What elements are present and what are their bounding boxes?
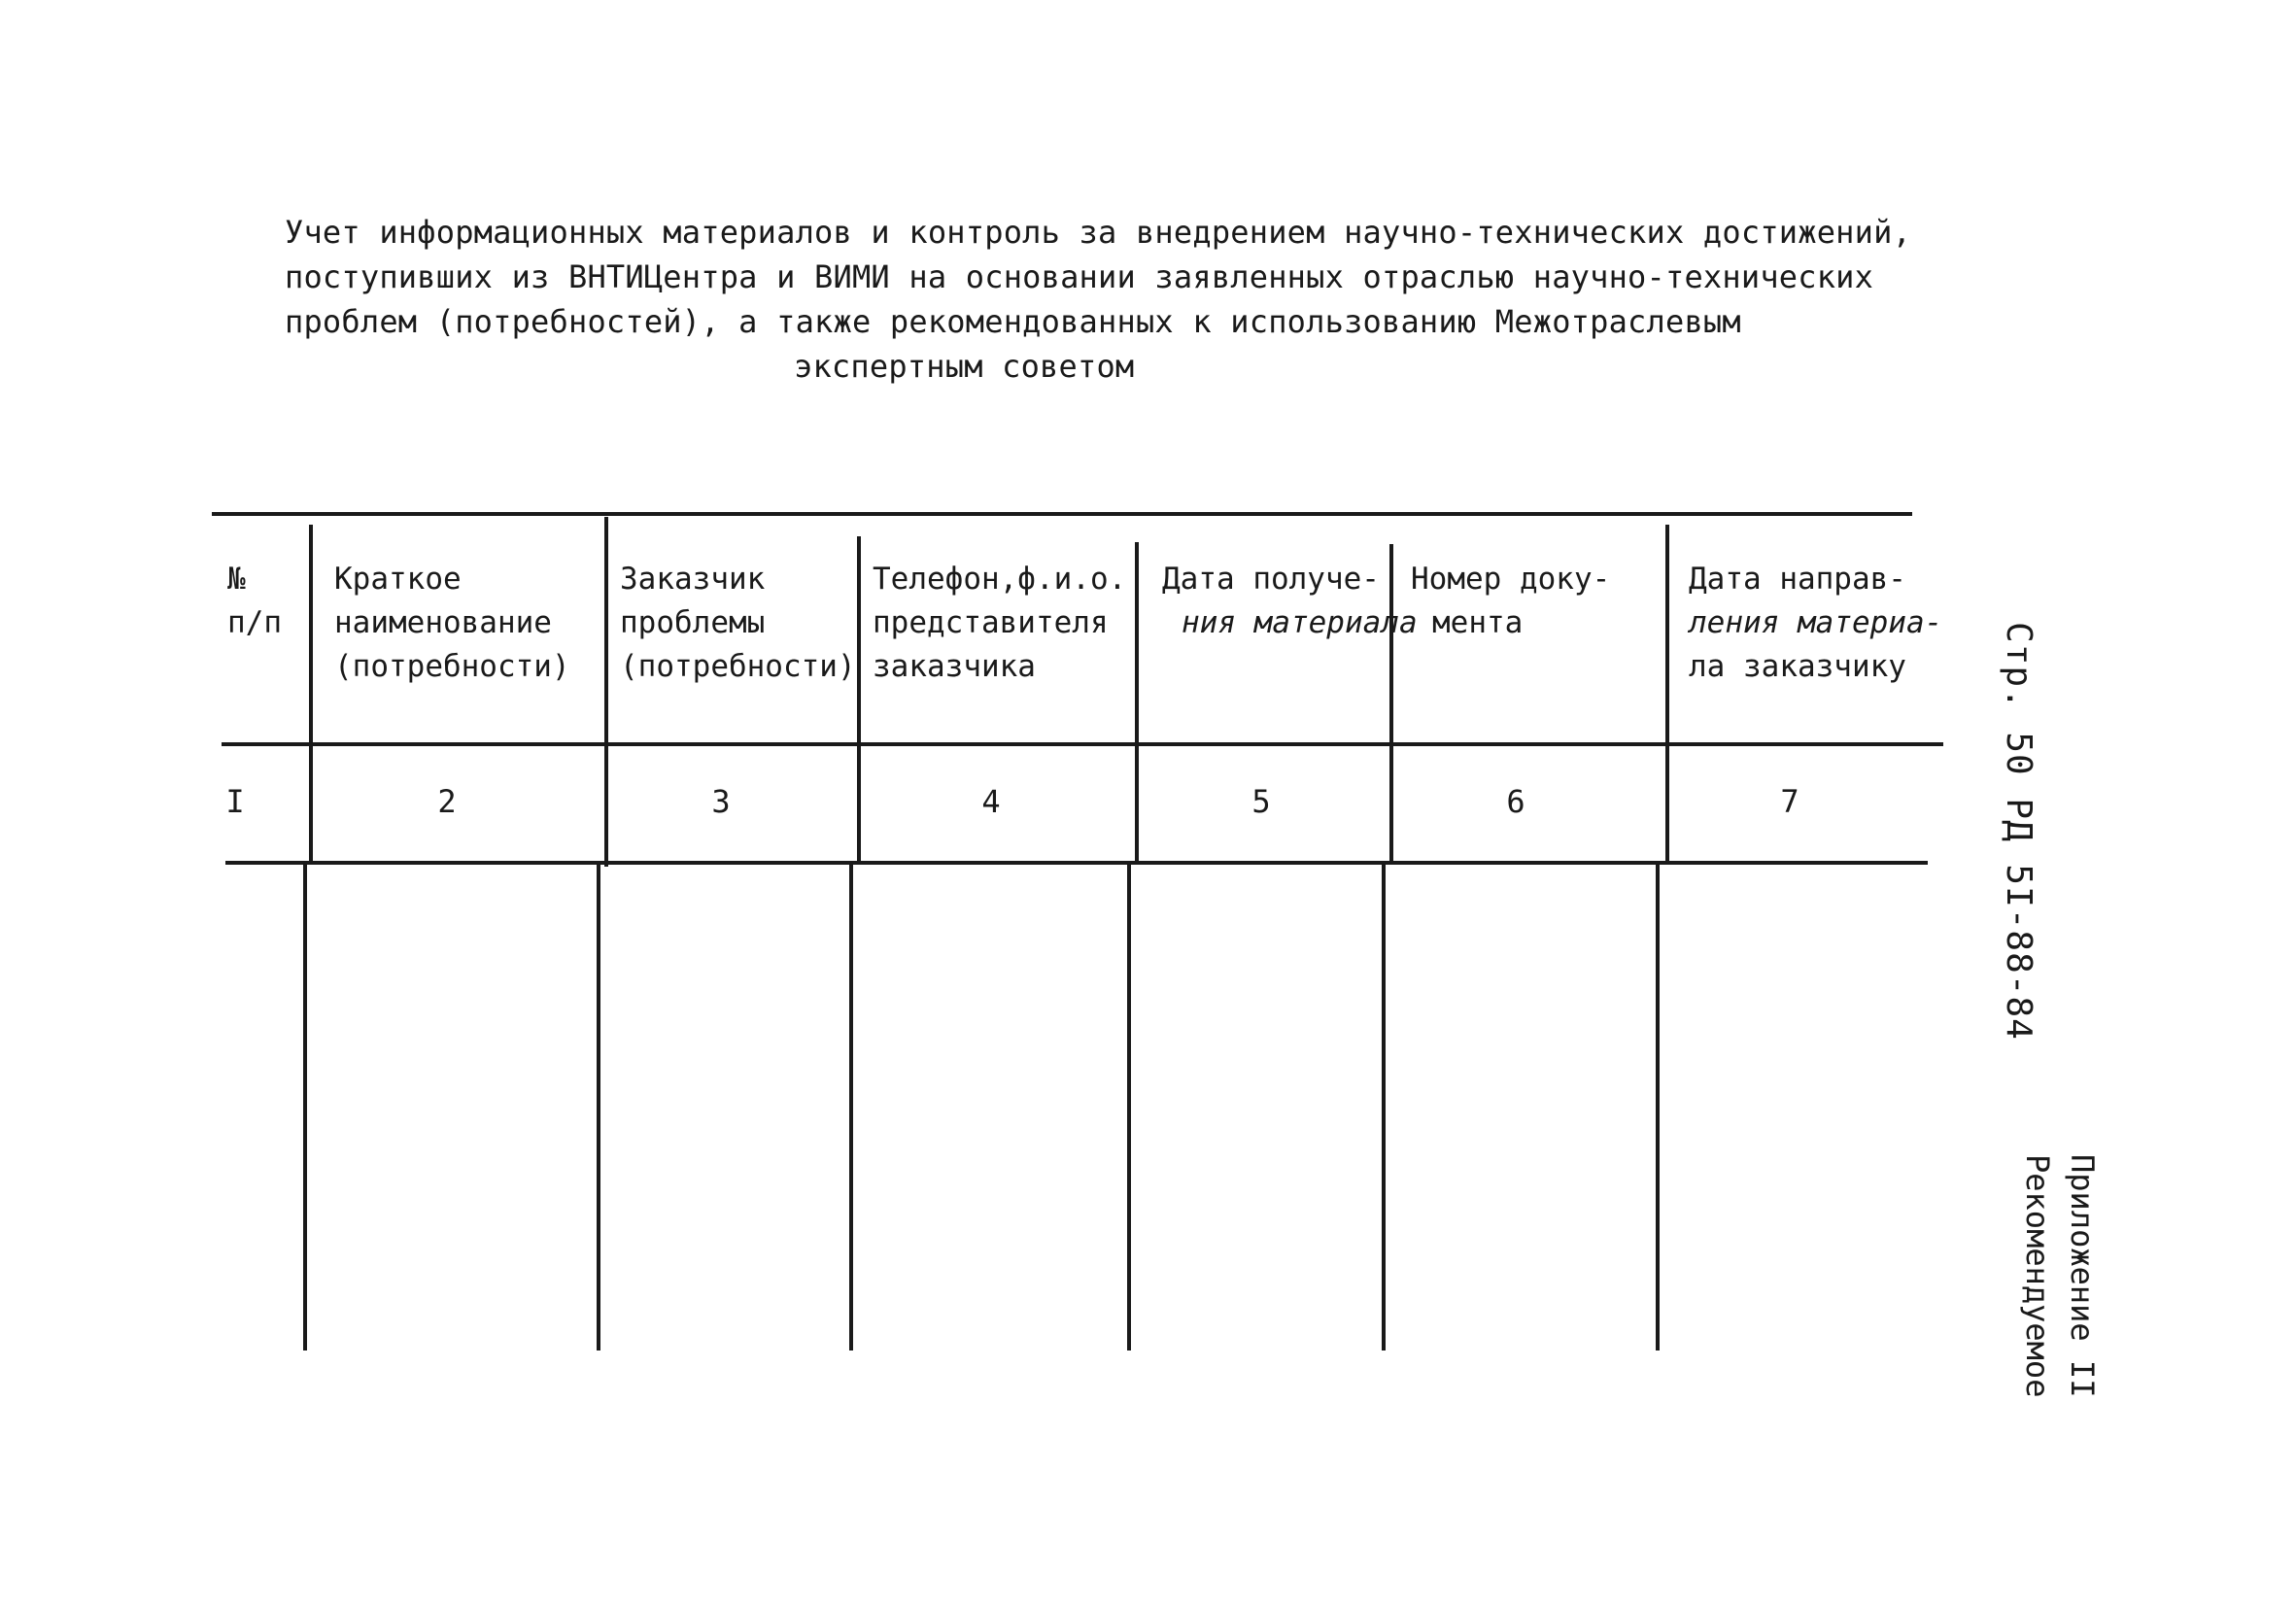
column-number-6: 6 [1506,783,1525,820]
header-col-2 [334,558,570,689]
column-divider-4-body [1127,865,1131,1351]
header-col-7-line-3: ла заказчику [1689,649,1906,684]
column-divider-4 [1135,542,1139,865]
table-header-divider [222,742,1943,746]
header-col-3 [620,558,856,689]
header-col-3-line-2: проблемы [620,605,766,640]
column-number-3: 3 [711,783,731,820]
header-col-1 [227,558,282,645]
header-col-1-line-2: п/п [227,605,282,640]
header-col-5-line-2: ния материала [1182,605,1418,640]
header-col-4-line-2: представителя [873,605,1109,640]
document-title [285,210,1936,389]
title-line-1: Учет информационных материалов и контроль за внедрением научно-технических достижений, [285,214,1912,251]
column-number-5: 5 [1251,783,1271,820]
header-col-2-line-1: Краткое [334,562,462,597]
title-line-3: проблем (потребностей), а также рекомендованных к использованию Межотраслевым [285,303,1741,340]
column-divider-2 [604,517,608,867]
header-col-6 [1411,558,1610,645]
column-divider-5-body [1382,865,1386,1351]
column-number-4: 4 [981,783,1001,820]
header-col-7-line-2: ления материа- [1689,605,1943,640]
header-col-6-line-2: мента [1432,605,1524,640]
table-number-row-divider [225,861,1928,865]
column-divider-3-body [849,865,853,1351]
header-col-5 [1162,558,1418,645]
header-col-1-line-1: № [227,562,246,597]
appendix-label [2015,1154,2105,1397]
header-col-5-line-1: Дата получе- [1162,562,1380,597]
header-col-6-line-1: Номер доку- [1411,562,1611,597]
page-reference: Стр. 50 РД 5I-88-84 [1999,622,2039,1041]
title-line-4: экспертным советом [794,348,1135,385]
header-col-7-line-1: Дата направ- [1689,562,1906,597]
appendix-number: Приложение II [2064,1154,2101,1398]
appendix-status: Рекомендуемое [2019,1154,2056,1398]
title-line-2: поступивших из ВНТИЦентра и ВИМИ на основании заявленных отраслью научно-технических [285,258,1874,295]
header-col-3-line-3: (потребности) [620,649,856,684]
header-col-4-line-1: Телефон,ф.и.о. [873,562,1127,597]
header-col-4 [873,558,1126,689]
column-number-1: I [225,783,245,820]
column-number-2: 2 [437,783,457,820]
header-col-3-line-1: Заказчик [620,562,766,597]
header-col-4-line-3: заказчика [873,649,1036,684]
header-col-2-line-2: наименование [334,605,552,640]
column-number-7: 7 [1780,783,1799,820]
column-divider-6 [1665,525,1669,865]
column-divider-1-body [303,865,307,1351]
header-col-2-line-3: (потребности) [334,649,570,684]
table-top-border [212,512,1912,516]
column-divider-6-body [1656,865,1660,1351]
header-col-7 [1689,558,1942,689]
column-divider-3 [857,536,861,865]
column-divider-2-body [597,865,600,1351]
column-divider-1 [309,525,313,865]
